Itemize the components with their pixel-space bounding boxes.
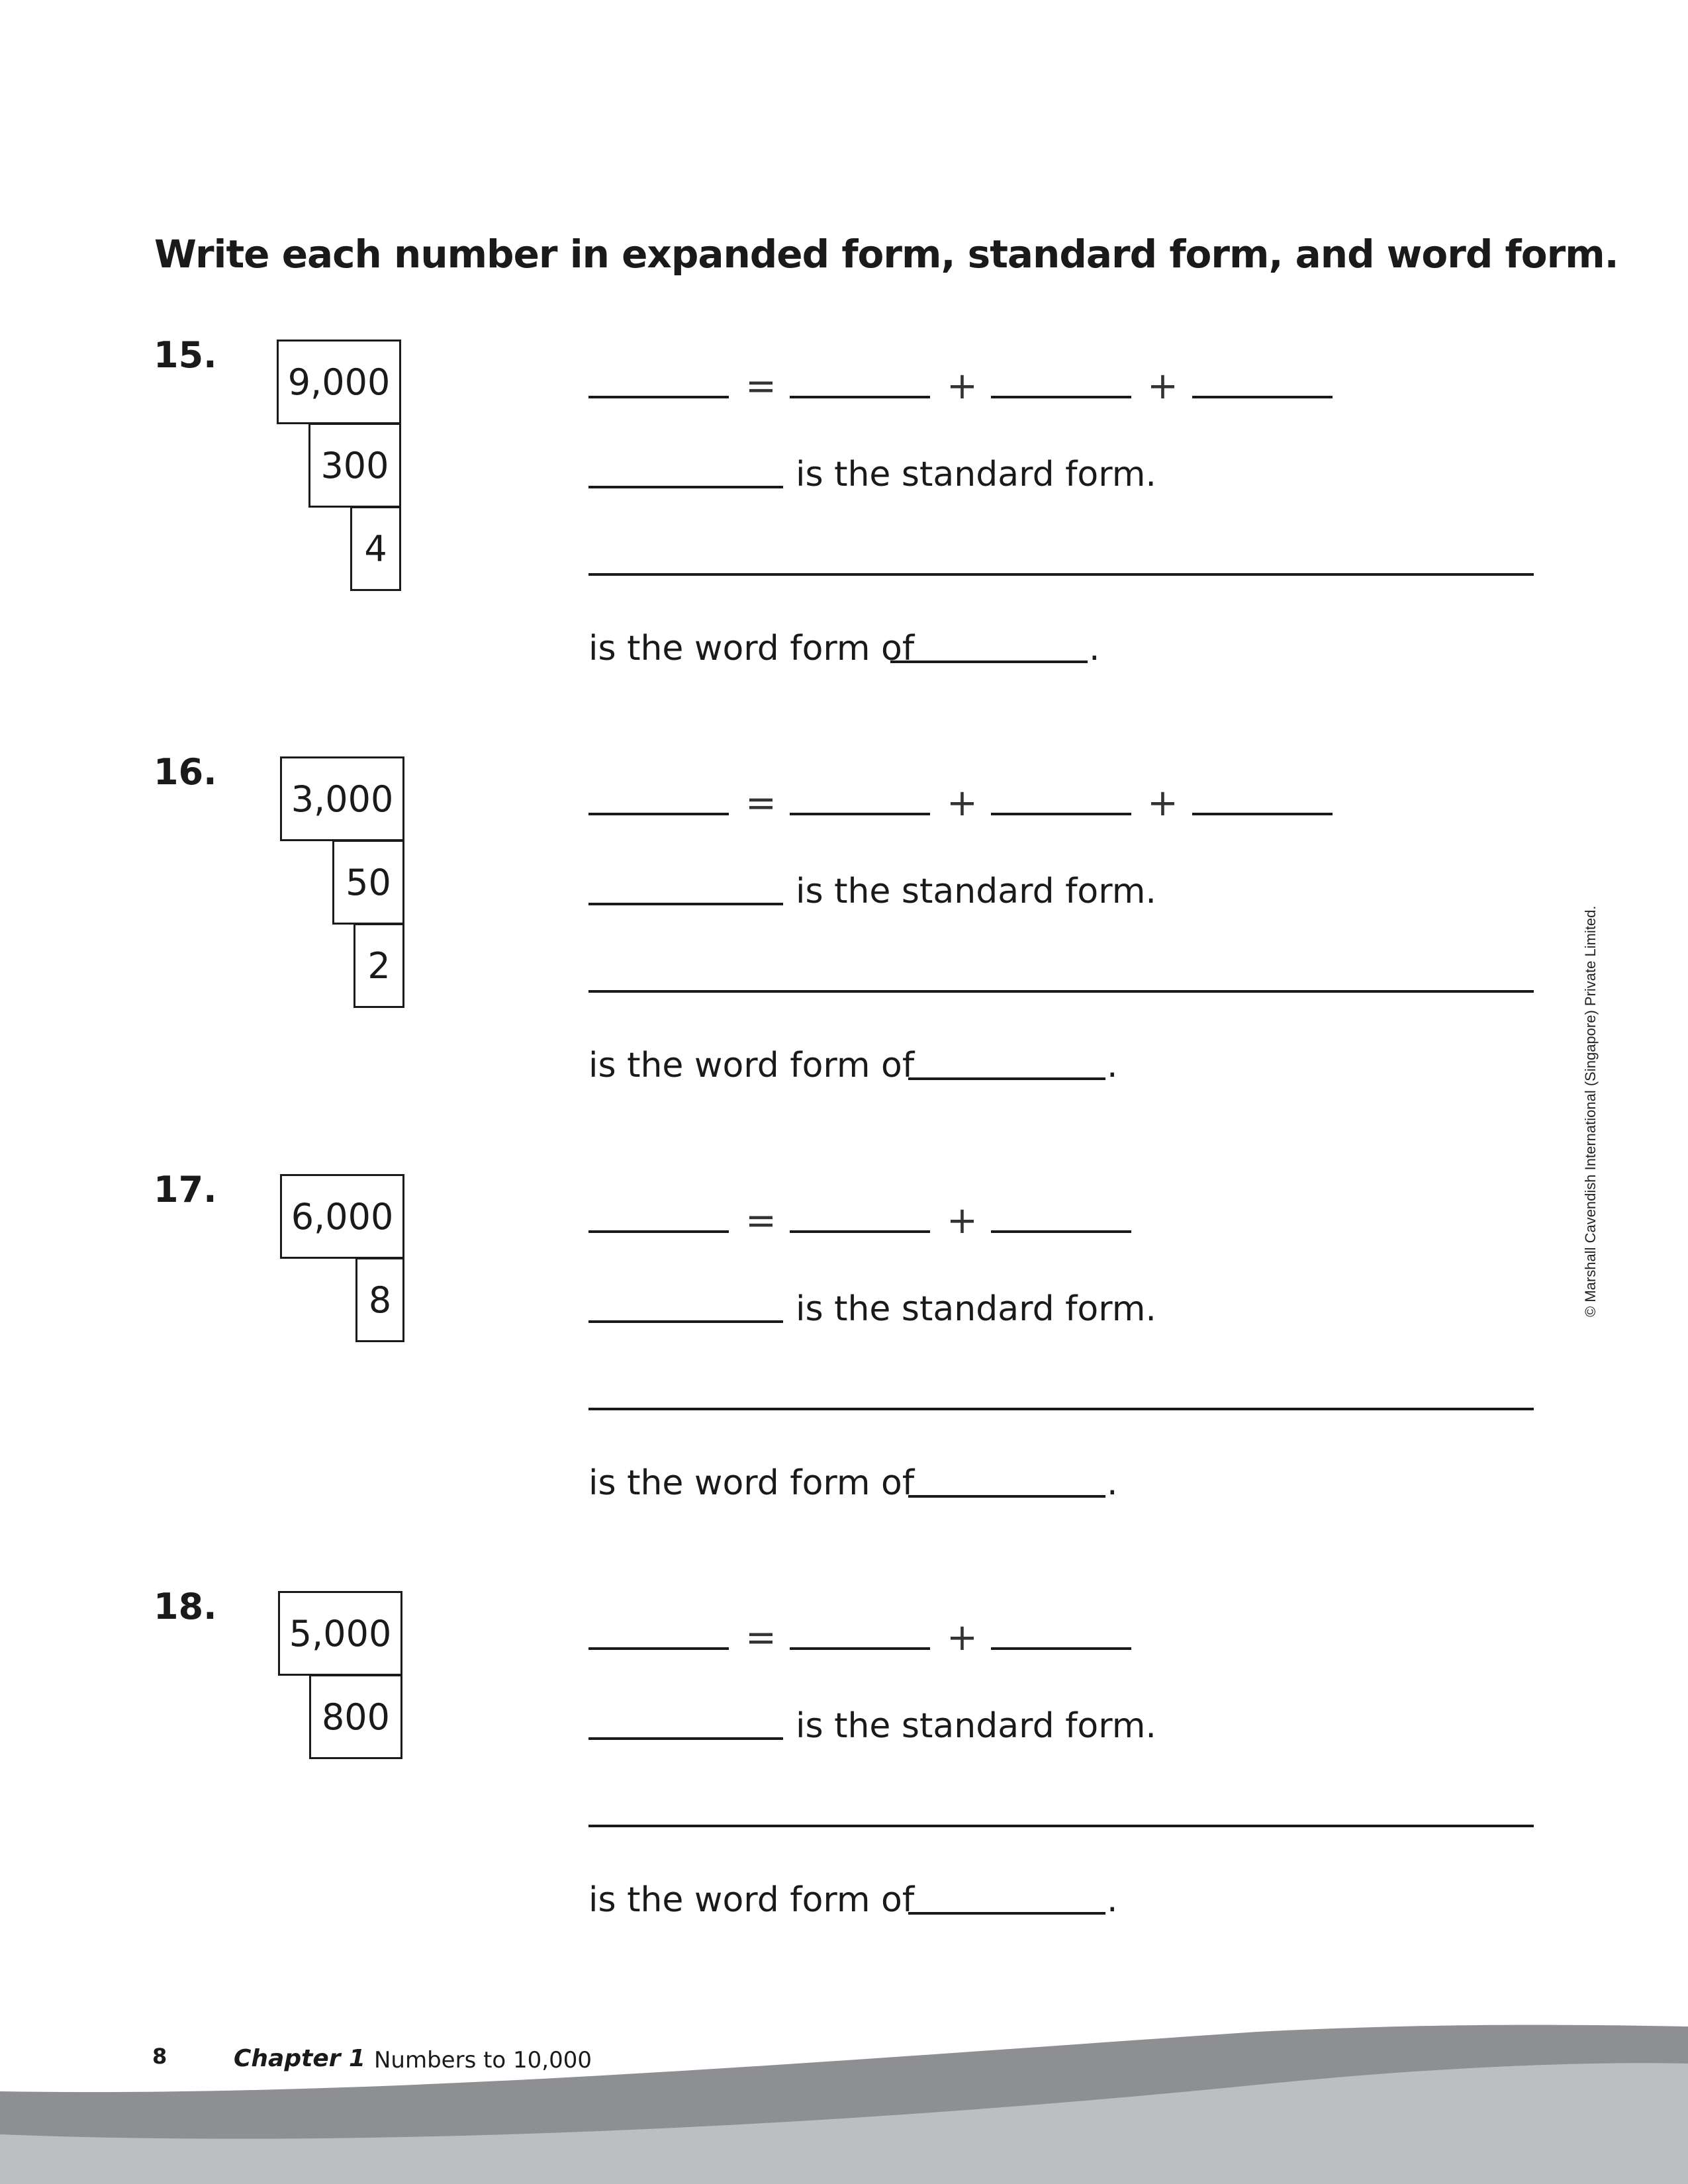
plus-sign: + <box>947 1199 978 1242</box>
plus-sign: + <box>947 365 978 408</box>
problem-number: 17. <box>154 1169 217 1210</box>
plus-sign: + <box>947 1616 978 1659</box>
word-form-number-blank[interactable] <box>908 1912 1105 1915</box>
word-form-label: is the word form of <box>588 629 915 668</box>
instruction-heading: Write each number in expanded form, standard form, and word form. <box>154 232 1618 277</box>
period: . <box>1107 1463 1118 1503</box>
answer-blank-addend[interactable] <box>790 396 930 398</box>
word-form-number-blank[interactable] <box>908 1077 1105 1080</box>
answer-blank-addend[interactable] <box>991 396 1131 398</box>
equals-sign: = <box>745 1616 776 1659</box>
word-form-number-blank[interactable] <box>908 1495 1105 1498</box>
word-form-label: is the word form of <box>588 1880 915 1920</box>
answer-blank-addend[interactable] <box>991 1230 1131 1233</box>
plus-sign: + <box>1147 782 1178 825</box>
answer-blank-addend[interactable] <box>1192 396 1333 398</box>
page-number: 8 <box>152 2044 167 2069</box>
standard-form-blank[interactable] <box>588 486 783 488</box>
answer-blank-addend[interactable] <box>790 1230 930 1233</box>
problem-17 <box>0 1169 1688 1566</box>
place-value-block-thousands: 9,000 <box>277 340 401 424</box>
answer-blank-addend[interactable] <box>991 1647 1131 1650</box>
word-form-line[interactable] <box>588 1408 1534 1410</box>
standard-form-blank[interactable] <box>588 903 783 905</box>
word-form-label: is the word form of <box>588 1046 915 1085</box>
answer-blank-addend[interactable] <box>790 1647 930 1650</box>
answer-blank-number[interactable] <box>588 396 729 398</box>
equals-sign: = <box>745 782 776 825</box>
place-value-block-thousands: 3,000 <box>280 756 404 841</box>
word-form-line[interactable] <box>588 1825 1534 1827</box>
word-form-line[interactable] <box>588 990 1534 993</box>
period: . <box>1107 1880 1118 1920</box>
period: . <box>1089 629 1100 668</box>
problem-18 <box>0 1586 1688 1983</box>
equals-sign: = <box>745 1199 776 1242</box>
answer-blank-number[interactable] <box>588 1647 729 1650</box>
standard-form-label: is the standard form. <box>796 1289 1156 1329</box>
standard-form-blank[interactable] <box>588 1737 783 1740</box>
answer-blank-addend[interactable] <box>1192 813 1333 815</box>
place-value-block-tens: 50 <box>332 840 404 925</box>
equals-sign: = <box>745 365 776 408</box>
footer-wave-decoration <box>0 1999 1688 2184</box>
place-value-block-ones: 2 <box>353 923 404 1008</box>
place-value-block-ones: 4 <box>350 506 401 591</box>
chapter-title: Numbers to 10,000 <box>374 2047 592 2073</box>
place-value-block-thousands: 5,000 <box>278 1591 402 1676</box>
chapter-label: Chapter 1 <box>234 2045 366 2072</box>
place-value-block-hundreds: 300 <box>308 423 401 508</box>
place-value-block-hundreds: 800 <box>309 1674 402 1759</box>
period: . <box>1107 1046 1118 1085</box>
answer-blank-number[interactable] <box>588 1230 729 1233</box>
answer-blank-addend[interactable] <box>991 813 1131 815</box>
plus-sign: + <box>947 782 978 825</box>
problem-16 <box>0 751 1688 1148</box>
word-form-number-blank[interactable] <box>890 660 1088 663</box>
answer-blank-number[interactable] <box>588 813 729 815</box>
answer-blank-addend[interactable] <box>790 813 930 815</box>
standard-form-label: is the standard form. <box>796 455 1156 494</box>
word-form-label: is the word form of <box>588 1463 915 1503</box>
copyright-notice: © Marshall Cavendish International (Singapore) Private Limited. <box>1582 905 1599 1317</box>
place-value-block-thousands: 6,000 <box>280 1174 404 1259</box>
standard-form-blank[interactable] <box>588 1320 783 1323</box>
problem-15 <box>0 334 1688 731</box>
problem-number: 18. <box>154 1586 217 1627</box>
problem-number: 16. <box>154 751 217 793</box>
standard-form-label: is the standard form. <box>796 1706 1156 1746</box>
plus-sign: + <box>1147 365 1178 408</box>
word-form-line[interactable] <box>588 573 1534 576</box>
place-value-block-ones: 8 <box>355 1257 404 1342</box>
problem-number: 15. <box>154 334 217 376</box>
standard-form-label: is the standard form. <box>796 872 1156 911</box>
